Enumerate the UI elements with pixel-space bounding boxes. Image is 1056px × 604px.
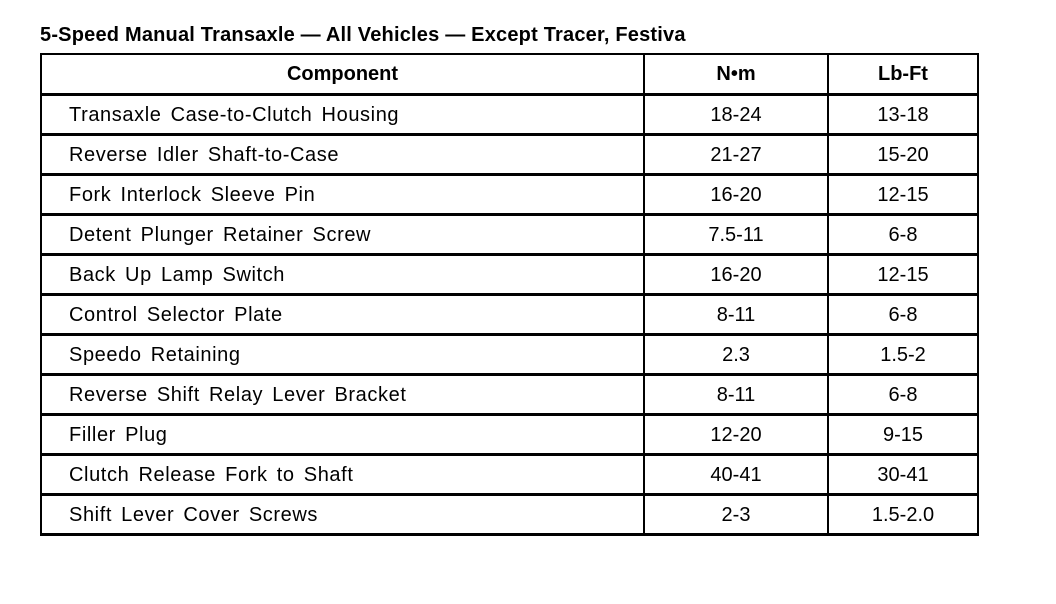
column-header-nm: N•m — [645, 55, 829, 96]
column-header-lbft: Lb-Ft — [829, 55, 979, 96]
component-cell: Speedo Retaining — [42, 336, 645, 376]
lbft-cell: 6-8 — [829, 376, 979, 416]
nm-cell: 16-20 — [645, 256, 829, 296]
lbft-cell: 15-20 — [829, 136, 979, 176]
nm-cell: 12-20 — [645, 416, 829, 456]
nm-cell: 21-27 — [645, 136, 829, 176]
table-row — [42, 336, 979, 376]
table-title: 5-Speed Manual Transaxle — All Vehicles — Except Tracer, Festiva — [40, 24, 686, 46]
component-cell: Filler Plug — [42, 416, 645, 456]
nm-cell: 8-11 — [645, 376, 829, 416]
component-cell: Reverse Shift Relay Lever Bracket — [42, 376, 645, 416]
table-row — [42, 376, 979, 416]
lbft-cell: 1.5-2.0 — [829, 496, 979, 536]
nm-cell: 8-11 — [645, 296, 829, 336]
lbft-cell: 12-15 — [829, 256, 979, 296]
table-row — [42, 176, 979, 216]
lbft-cell: 9-15 — [829, 416, 979, 456]
column-header-component: Component — [42, 55, 645, 96]
component-cell: Shift Lever Cover Screws — [42, 496, 645, 536]
component-cell: Reverse Idler Shaft-to-Case — [42, 136, 645, 176]
component-cell: Transaxle Case-to-Clutch Housing — [42, 96, 645, 136]
table-row — [42, 416, 979, 456]
component-cell: Detent Plunger Retainer Screw — [42, 216, 645, 256]
table-row — [42, 296, 979, 336]
nm-cell: 2-3 — [645, 496, 829, 536]
lbft-cell: 13-18 — [829, 96, 979, 136]
table-row — [42, 256, 979, 296]
lbft-cell: 6-8 — [829, 216, 979, 256]
lbft-cell: 12-15 — [829, 176, 979, 216]
component-cell: Fork Interlock Sleeve Pin — [42, 176, 645, 216]
nm-cell: 16-20 — [645, 176, 829, 216]
lbft-cell: 1.5-2 — [829, 336, 979, 376]
component-cell: Back Up Lamp Switch — [42, 256, 645, 296]
lbft-cell: 6-8 — [829, 296, 979, 336]
table-row — [42, 136, 979, 176]
table-row — [42, 496, 979, 536]
nm-cell: 2.3 — [645, 336, 829, 376]
nm-cell: 7.5-11 — [645, 216, 829, 256]
table-row — [42, 456, 979, 496]
torque-spec-table — [40, 53, 979, 536]
nm-cell: 18-24 — [645, 96, 829, 136]
lbft-cell: 30-41 — [829, 456, 979, 496]
table-row — [42, 216, 979, 256]
component-cell: Control Selector Plate — [42, 296, 645, 336]
table-row — [42, 96, 979, 136]
component-cell: Clutch Release Fork to Shaft — [42, 456, 645, 496]
nm-cell: 40-41 — [645, 456, 829, 496]
header-row — [42, 55, 979, 96]
